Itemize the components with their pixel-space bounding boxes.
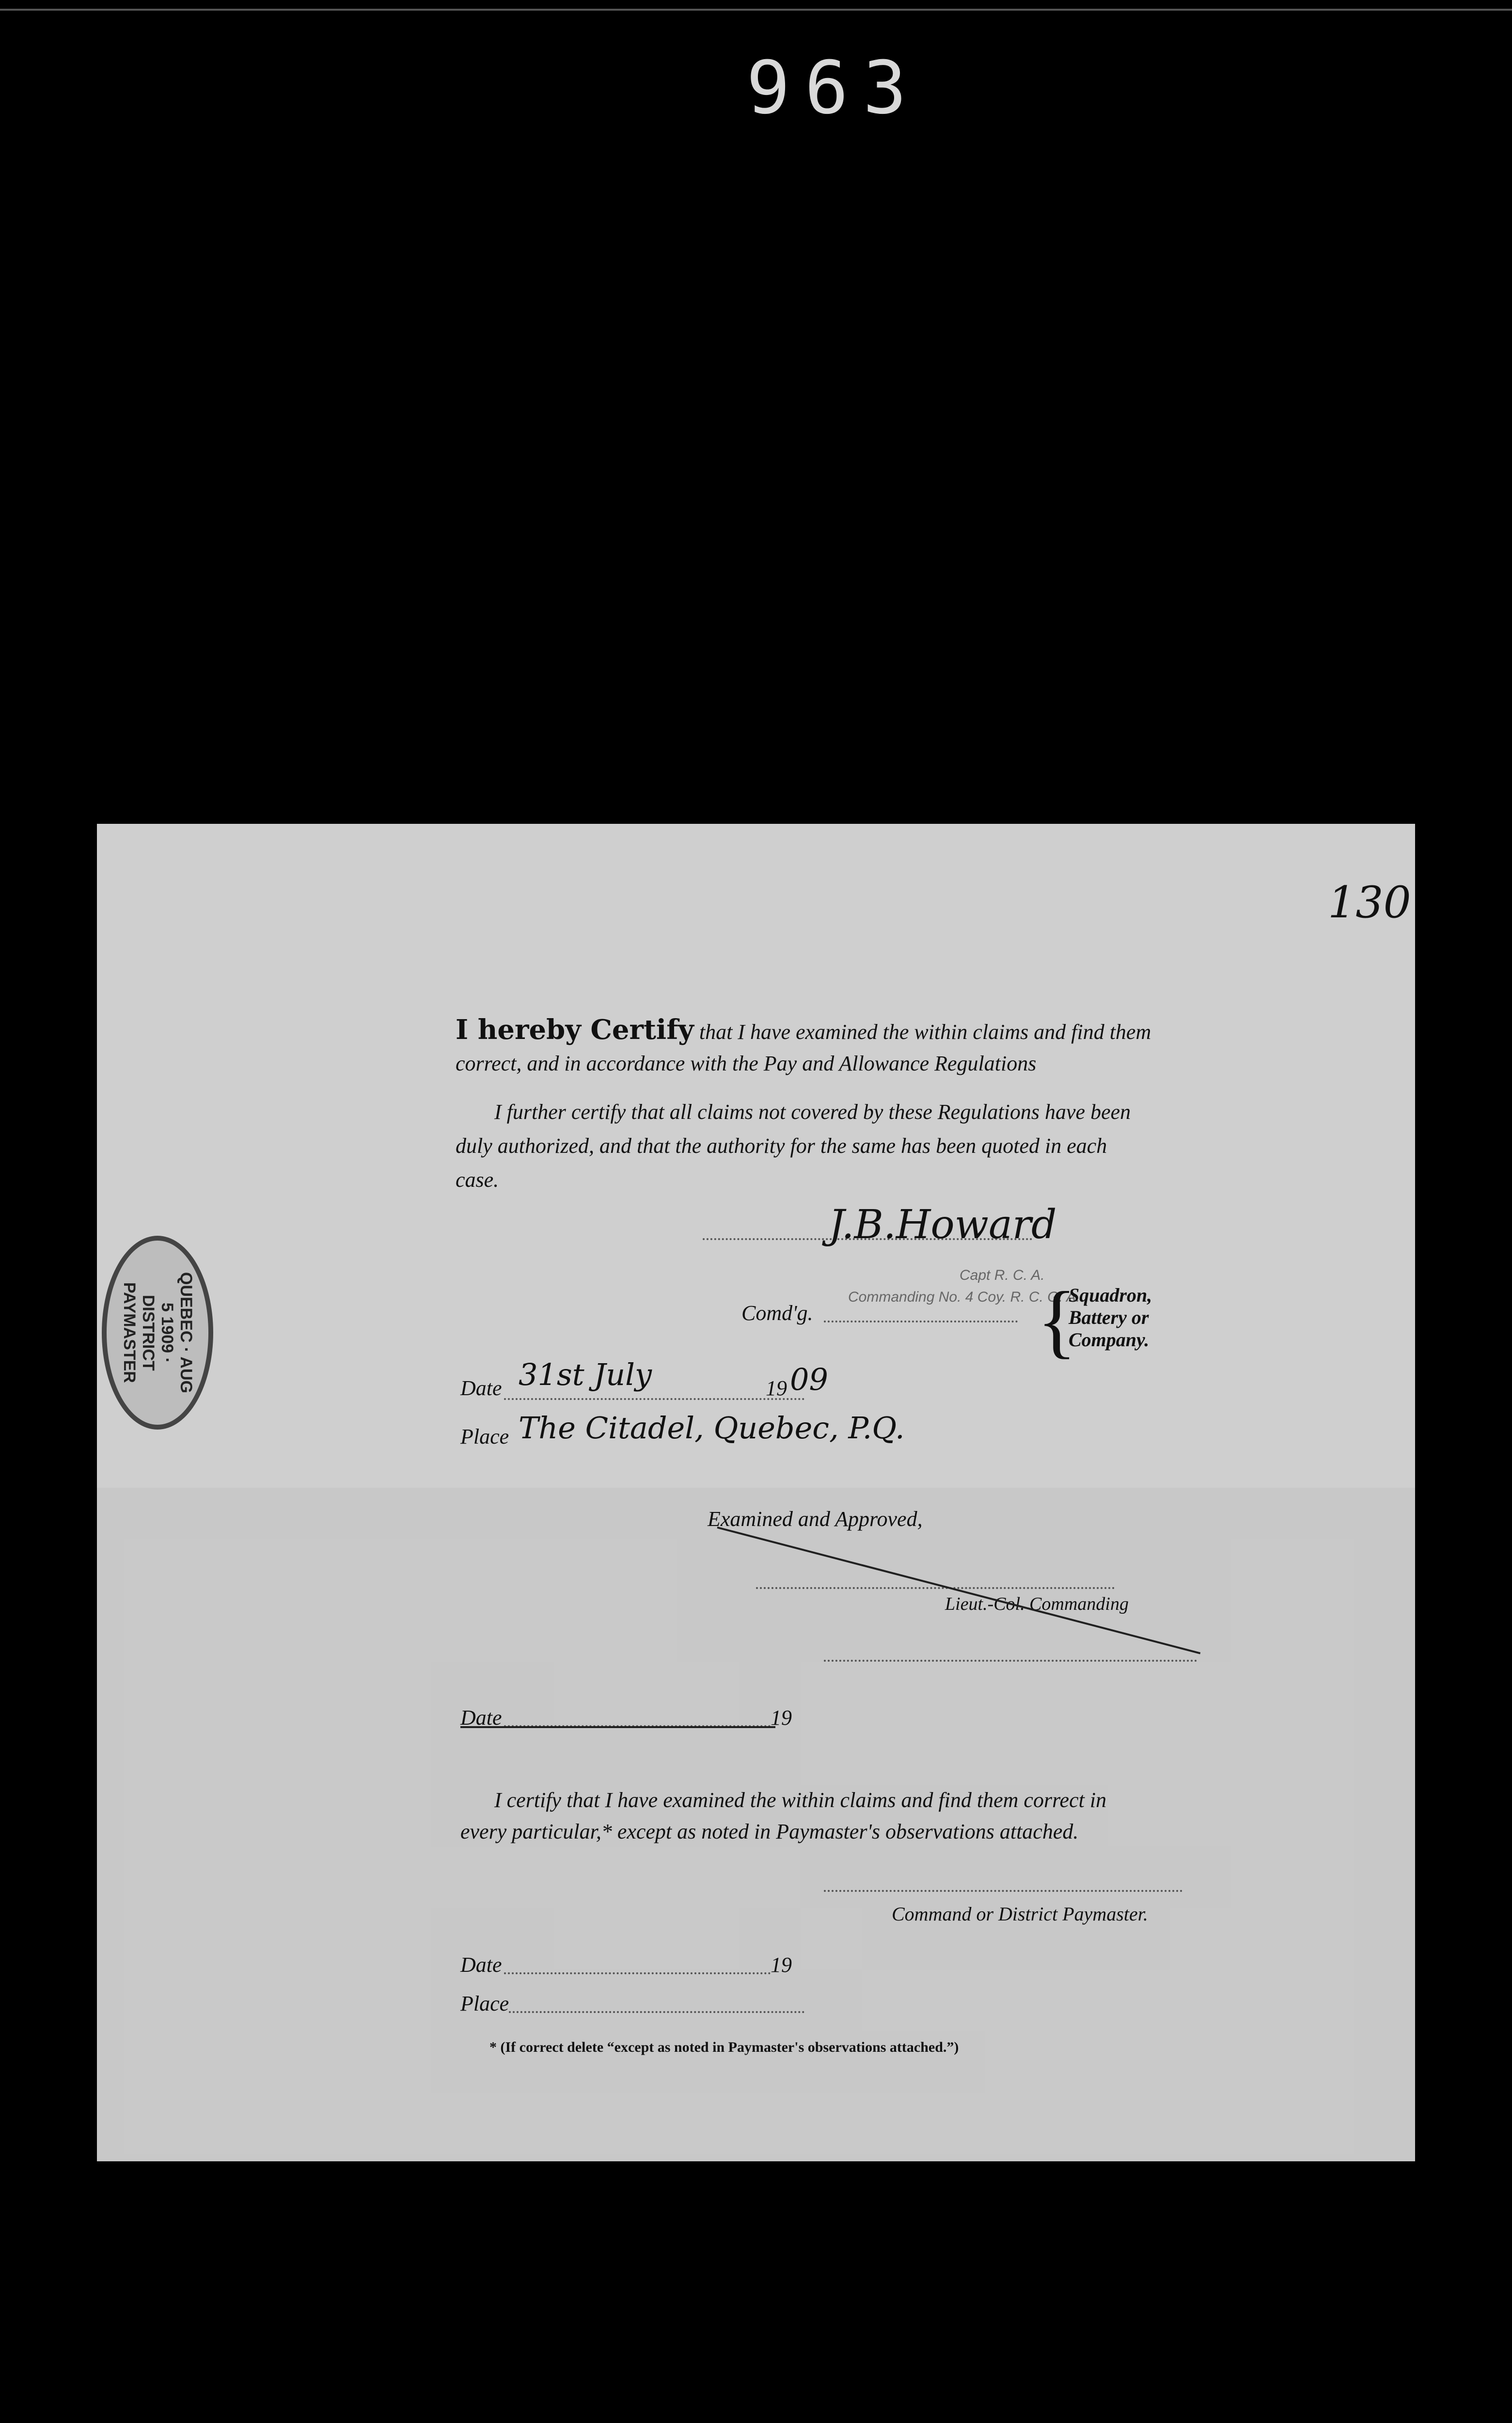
unit-brace: { bbox=[1037, 1275, 1077, 1366]
paymaster-title: Command or District Paymaster. bbox=[892, 1903, 1148, 1925]
year-suffix: 09 bbox=[790, 1362, 828, 1397]
unit-squadron: Squadron, bbox=[1069, 1284, 1152, 1306]
received-stamp bbox=[102, 1236, 213, 1430]
officer-signature: J.B.Howard bbox=[829, 1202, 1057, 1248]
paymaster-place-line bbox=[509, 2011, 804, 2013]
paymaster-date-line bbox=[504, 1972, 771, 1974]
paymaster-place-label: Place bbox=[460, 1992, 509, 2015]
certify-line-2: correct, and in accordance with the Pay and Allowance Regulations bbox=[456, 1052, 1037, 1075]
unit-company: Company. bbox=[1069, 1329, 1150, 1351]
approval-signature-line bbox=[756, 1587, 1115, 1589]
paymaster-line-1: I certify that I have examined the within claims and find them correct in bbox=[494, 1788, 1107, 1812]
paymaster-line-2: every particular,* except as noted in Paymaster's observations attached. bbox=[460, 1820, 1079, 1843]
certify-line-1 bbox=[456, 1013, 1151, 1049]
date-label: Date bbox=[460, 1376, 502, 1400]
comdg-line bbox=[824, 1321, 1018, 1322]
received-stamp-text: QUEBEC · AUG 5 1909 · DISTRICT PAYMASTER bbox=[120, 1272, 195, 1393]
comdg-label: Comd'g. bbox=[741, 1301, 813, 1325]
lieut-col-commanding: Lieut.-Col. Commanding bbox=[945, 1594, 1129, 1614]
date-line bbox=[504, 1398, 804, 1400]
microfilm-frame-number: 963 bbox=[746, 46, 921, 130]
approval-lower-line bbox=[824, 1660, 1197, 1662]
unit-battery: Battery or bbox=[1069, 1306, 1149, 1328]
paymaster-footnote: * (If correct delete “except as noted in Paymaster's observations attached.”) bbox=[489, 2039, 959, 2055]
rank-stamp: Capt R. C. A. bbox=[960, 1267, 1045, 1283]
paymaster-signature-line bbox=[824, 1890, 1182, 1892]
approval-strike-line bbox=[717, 1526, 1200, 1654]
certificate-page bbox=[97, 824, 1415, 2161]
approval-date-label: Date bbox=[460, 1706, 502, 1730]
examined-approved-label: Examined and Approved, bbox=[708, 1507, 923, 1531]
paymaster-year-prefix: 19 bbox=[771, 1953, 792, 1977]
certify-line-1-rest: that I have examined the within claims and find them bbox=[693, 1020, 1151, 1044]
folio-number: 130 bbox=[1328, 877, 1411, 928]
date-value: 31st July bbox=[519, 1357, 652, 1392]
command-stamp: Commanding No. 4 Coy. R. C. G. A. bbox=[848, 1289, 1080, 1305]
paymaster-date-label: Date bbox=[460, 1953, 502, 1977]
film-edge-line bbox=[0, 9, 1512, 11]
further-certify-line-2: duly authorized, and that the authority for the same has been quoted in each bbox=[456, 1134, 1107, 1158]
further-certify-line-1: I further certify that all claims not covered by these Regulations have been bbox=[494, 1100, 1131, 1124]
approval-year-prefix: 19 bbox=[771, 1706, 792, 1730]
place-label: Place bbox=[460, 1425, 509, 1448]
certify-heading: I hereby Certify bbox=[456, 1014, 694, 1046]
year-prefix: 19 bbox=[766, 1376, 787, 1400]
approval-date-strike bbox=[460, 1726, 775, 1728]
further-certify-line-3: case. bbox=[456, 1168, 499, 1192]
approval-date-line bbox=[504, 1725, 771, 1727]
place-value: The Citadel, Quebec, P.Q. bbox=[519, 1410, 905, 1446]
